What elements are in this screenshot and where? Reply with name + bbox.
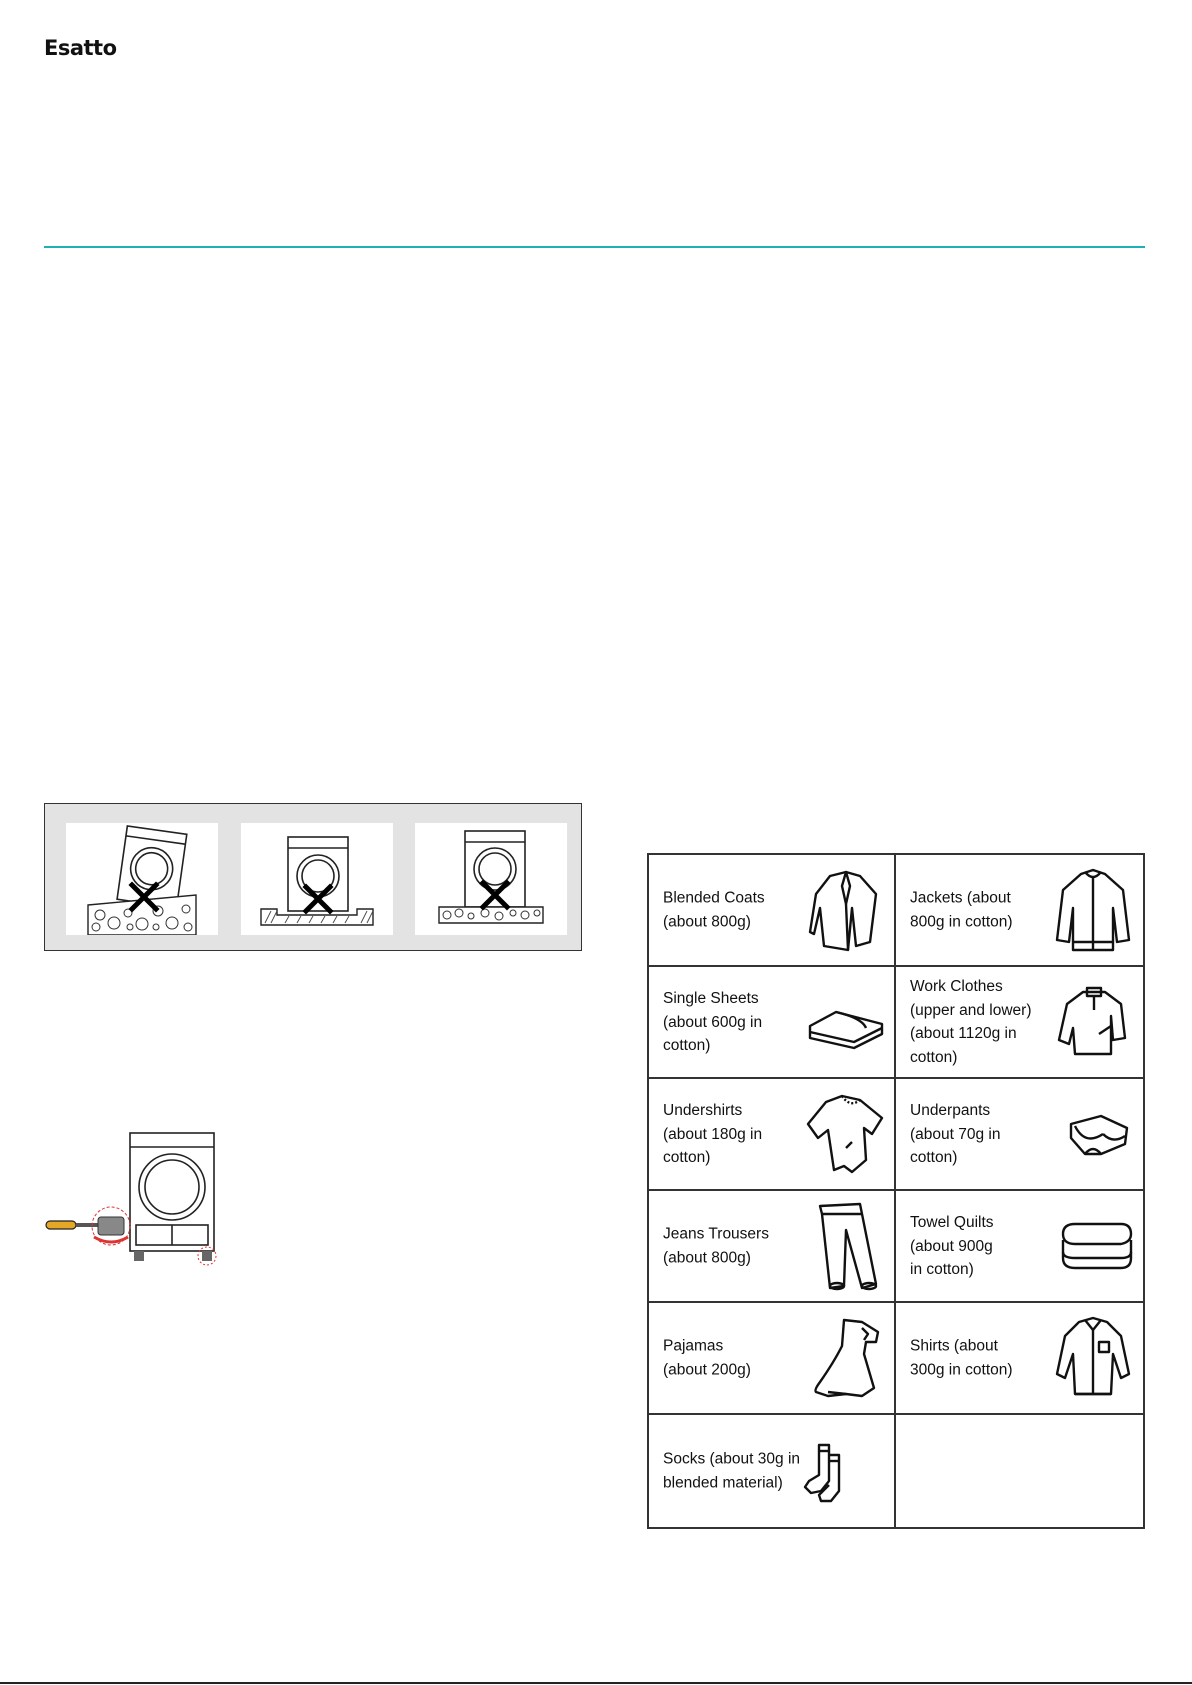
- tshirt-icon: [806, 1088, 884, 1180]
- header-divider: [44, 246, 1145, 248]
- load-label: Jeans Trousers (about 800g): [663, 1225, 769, 1266]
- load-label: Underpants (about 70g in cotton): [910, 1101, 1001, 1166]
- load-item-jeans: [649, 1191, 896, 1303]
- load-item-work-clothes: [896, 967, 1143, 1079]
- load-item-single-sheets: [649, 967, 896, 1079]
- load-label: Blended Coats (about 800g): [663, 889, 765, 930]
- underpants-icon: [1055, 1088, 1133, 1180]
- work-shirt-icon: [1055, 976, 1133, 1068]
- load-label: Towel Quilts (about 900g in cotton): [910, 1213, 994, 1278]
- laundry-weight-table: [647, 853, 1145, 1529]
- load-item-socks: [649, 1415, 896, 1527]
- rubble-floor-figure: [415, 823, 567, 935]
- load-item-shirts: [896, 1303, 1143, 1415]
- folded-sheet-icon: [806, 976, 884, 1068]
- load-item-undershirts: [649, 1079, 896, 1191]
- towel-icon: [1055, 1200, 1133, 1292]
- shirt-icon: [1055, 1312, 1133, 1404]
- floor-warning-figure: [44, 803, 582, 951]
- load-item-towel-quilts: [896, 1191, 1143, 1303]
- jeans-icon: [806, 1200, 884, 1292]
- rocky-floor-figure: [66, 823, 218, 935]
- load-label: Undershirts (about 180g in cotton): [663, 1101, 763, 1166]
- load-item-jackets: [896, 855, 1143, 967]
- uneven-platform-figure: [241, 823, 393, 935]
- load-label: Shirts (about 300g in cotton): [910, 1337, 1013, 1378]
- brand-logo: Esatto: [44, 36, 117, 60]
- footer-divider: [0, 1682, 1192, 1684]
- leveling-feet-figure: [44, 1125, 234, 1270]
- load-item-pajamas: [649, 1303, 896, 1415]
- load-label: Jackets (about 800g in cotton): [910, 889, 1013, 930]
- load-label: Single Sheets (about 600g in cotton): [663, 989, 763, 1054]
- load-item-underpants: [896, 1079, 1143, 1191]
- load-label: Pajamas (about 200g): [663, 1337, 751, 1378]
- load-item-empty: [896, 1415, 1143, 1527]
- cross-icon: [306, 887, 330, 911]
- screwdriver-icon: [46, 1221, 98, 1229]
- load-label: Socks (about 30g in blended material): [663, 1450, 801, 1491]
- socks-icon: [799, 1425, 849, 1517]
- pajamas-icon: [806, 1312, 884, 1404]
- coat-icon: [806, 864, 884, 956]
- load-label: Work Clothes (upper and lower) (about 1120g in cotton): [910, 978, 1032, 1066]
- jacket-icon: [1055, 864, 1133, 956]
- cross-icon: [483, 883, 507, 907]
- load-item-blended-coats: [649, 855, 896, 967]
